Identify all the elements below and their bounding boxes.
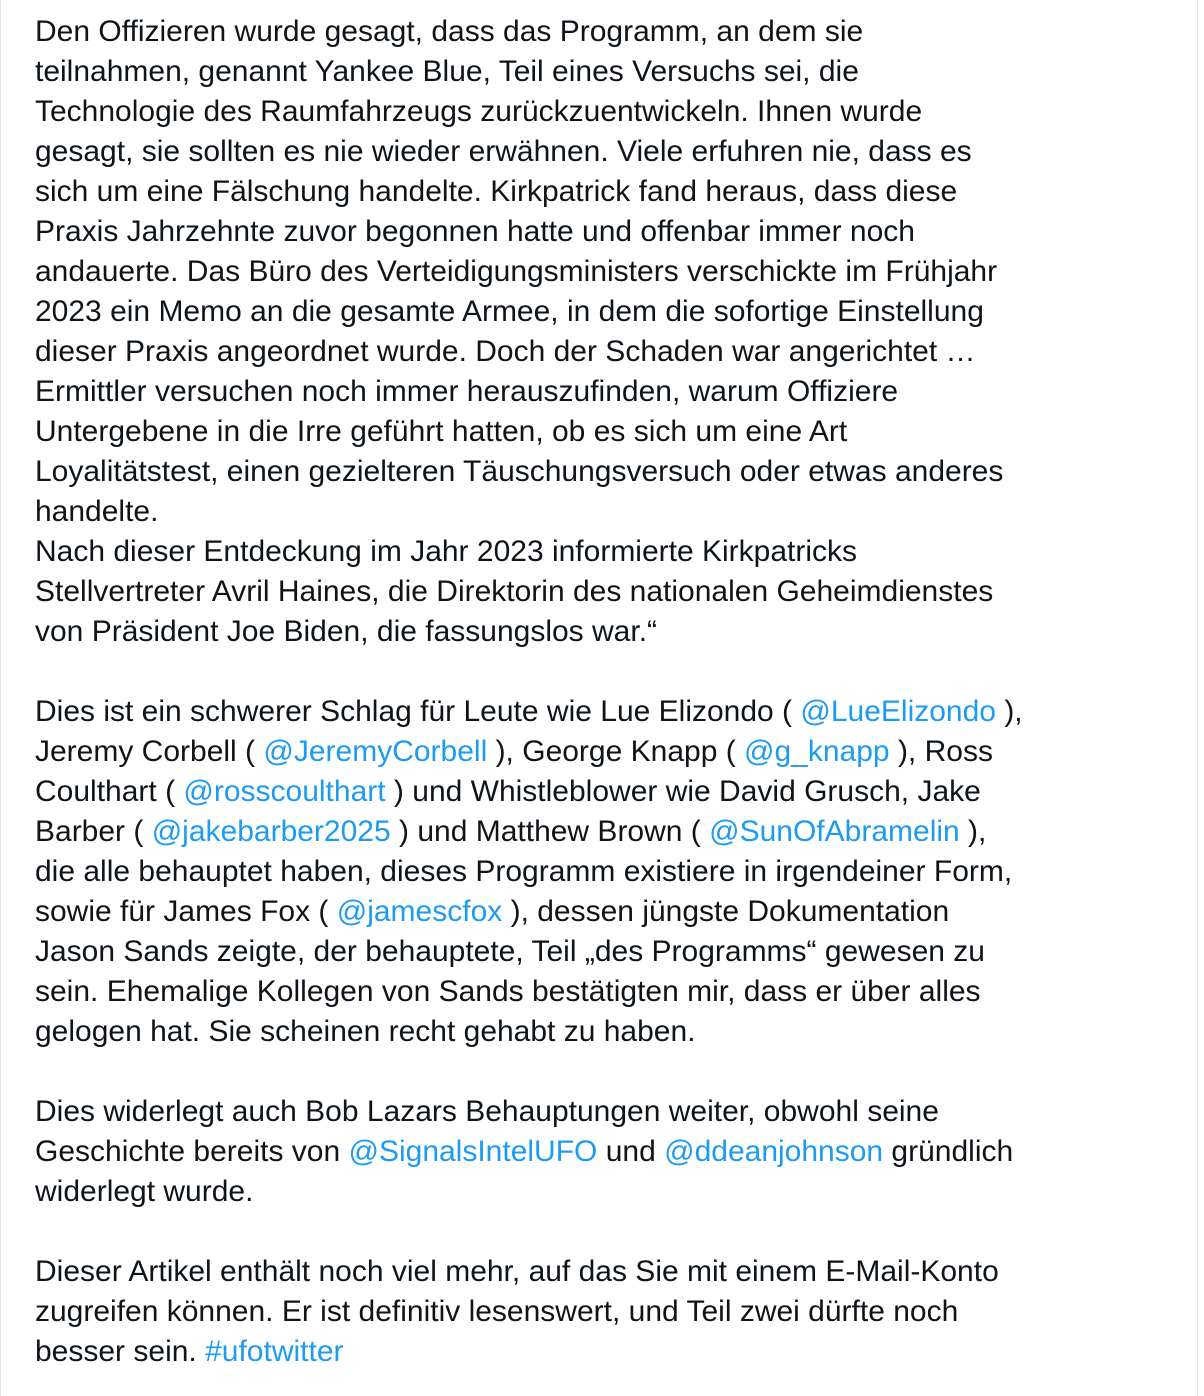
tweet-text [35,12,1185,1372]
mention-link[interactable]: @SignalsIntelUFO [348,1135,598,1168]
text-segment: Ermittler versuchen noch immer herauszufinden, warum Offiziere [35,375,899,408]
mention-link[interactable]: @JeremyCorbell [263,735,488,768]
text-line [35,252,1185,292]
text-segment: Technologie des Raumfahrzeugs zurückzuentwickeln. Ihnen wurde [35,95,923,128]
text-segment: teilnahmen, genannt Yankee Blue, Teil eines Versuchs sei, die [35,55,859,88]
text-segment: Dies widerlegt auch Bob Lazars Behauptungen weiter, obwohl seine [35,1095,939,1128]
text-segment: Geschichte bereits von [35,1135,349,1168]
text-line [35,1172,1185,1212]
text-segment: gesagt, sie sollten es nie wieder erwähnen. Viele erfuhren nie, dass es [35,135,972,168]
tweet-paragraph [35,1252,1185,1372]
text-segment: ), George Knapp ( [487,735,745,768]
text-line [35,532,1185,572]
text-segment: andauerte. Das Büro des Verteidigungsministers verschickte im Frühjahr [35,255,998,288]
text-segment: Jason Sands zeigte, der behauptete, Teil „des Programms“ gewesen zu [35,935,985,968]
text-segment: Stellvertreter Avril Haines, die Direktorin des nationalen Geheimdienstes [35,575,994,608]
text-segment: Loyalitätstest, einen gezielteren Täuschungsversuch oder etwas anderes [35,455,1004,488]
text-segment: ), [959,815,987,848]
text-line [35,892,1185,932]
text-line [35,92,1185,132]
text-segment: Dieser Artikel enthält noch viel mehr, auf das Sie mit einem E-Mail-Konto [35,1255,999,1288]
text-segment: ) und Matthew Brown ( [390,815,710,848]
text-line [35,1292,1185,1332]
text-segment: widerlegt wurde. [35,1175,254,1208]
text-line [35,972,1185,1012]
text-segment: ), dessen jüngste Dokumentation [502,895,950,928]
text-line [35,292,1185,332]
text-line [35,332,1185,372]
text-segment: sein. Ehemalige Kollegen von Sands bestätigten mir, dass er über alles [35,975,981,1008]
text-line [35,12,1185,52]
text-line [35,932,1185,972]
mention-link[interactable]: @jamescfox [336,895,503,928]
text-segment: Dies ist ein schwerer Schlag für Leute wie Lue Elizondo ( [35,695,801,728]
text-segment: Jeremy Corbell ( [35,735,264,768]
text-line [35,732,1185,772]
text-segment: Praxis Jahrzehnte zuvor begonnen hatte und offenbar immer noch [35,215,915,248]
text-line [35,1012,1185,1052]
text-segment: Untergebene in die Irre geführt hatten, ob es sich um eine Art [35,415,848,448]
text-segment: 2023 ein Memo an die gesamte Armee, in dem die sofortige Einstellung [35,295,984,328]
mention-link[interactable]: @SunOfAbramelin [709,815,960,848]
text-line [35,172,1185,212]
text-line [35,1252,1185,1292]
text-segment: besser sein. [35,1335,206,1368]
text-segment: und [597,1135,665,1168]
mention-link[interactable]: @g_knapp [744,735,890,768]
text-segment: handelte. [35,495,159,528]
text-line [35,452,1185,492]
tweet-paragraph [35,1092,1185,1212]
text-segment: Nach dieser Entdeckung im Jahr 2023 informierte Kirkpatricks [35,535,858,568]
text-line [35,1332,1185,1372]
text-line [35,812,1185,852]
text-segment: sowie für James Fox ( [35,895,337,928]
text-line [35,1132,1185,1172]
text-segment: ), [995,695,1023,728]
text-segment: von Präsident Joe Biden, die fassungslos war.“ [35,615,658,648]
text-line [35,52,1185,92]
text-line [35,572,1185,612]
mention-link[interactable]: @ddeanjohnson [664,1135,884,1168]
text-segment: sich um eine Fälschung handelte. Kirkpatrick fand heraus, dass diese [35,175,958,208]
text-segment: ), Ross [889,735,993,768]
text-line [35,612,1185,652]
text-line [35,492,1185,532]
text-line [35,692,1185,732]
text-segment: gelogen hat. Sie scheinen recht gehabt zu haben. [35,1015,696,1048]
text-segment: gründlich [883,1135,1014,1168]
text-line [35,852,1185,892]
text-segment: zugreifen können. Er ist definitiv lesenswert, und Teil zwei dürfte noch [35,1295,959,1328]
text-line [35,1092,1185,1132]
hashtag-link[interactable]: #ufotwitter [205,1335,344,1368]
text-line [35,772,1185,812]
tweet-paragraph [35,692,1185,1052]
text-line [35,132,1185,172]
text-segment: ) und Whistleblower wie David Grusch, Jake [385,775,981,808]
mention-link[interactable]: @rosscoulthart [183,775,386,808]
text-segment: dieser Praxis angeordnet wurde. Doch der Schaden war angerichtet … [35,335,976,368]
text-segment: Coulthart ( [35,775,184,808]
tweet-paragraph [35,12,1185,652]
text-segment: die alle behauptet haben, dieses Programm existiere in irgendeiner Form, [35,855,1013,888]
text-line [35,212,1185,252]
text-line [35,412,1185,452]
mention-link[interactable]: @jakebarber2025 [151,815,391,848]
text-segment: Den Offizieren wurde gesagt, dass das Programm, an dem sie [35,15,864,48]
mention-link[interactable]: @LueElizondo [800,695,996,728]
text-segment: Barber ( [35,815,152,848]
text-line [35,372,1185,412]
